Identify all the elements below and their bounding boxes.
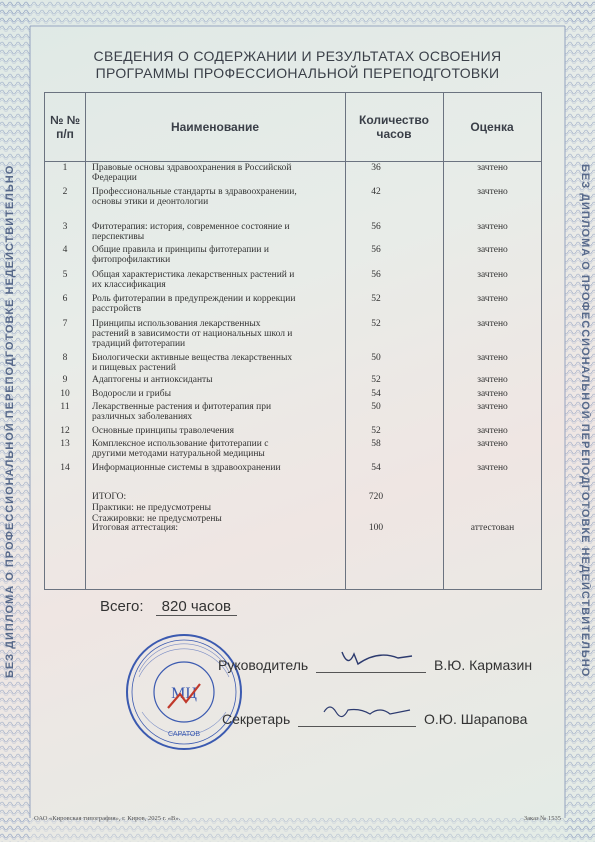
organization-seal — [124, 632, 244, 752]
row-number: 5 — [62, 270, 68, 280]
row-hours: 36 — [371, 163, 381, 173]
row-name: Водоросли и грибы — [92, 389, 171, 399]
header-name: Наименование — [85, 93, 345, 162]
row-grade: зачтено — [477, 375, 508, 385]
footer-order: Заказ № 1535 — [523, 815, 561, 822]
row-number: 4 — [62, 245, 68, 255]
title-line-2: ПРОГРАММЫ ПРОФЕССИОНАЛЬНОЙ ПЕРЕПОДГОТОВКИ — [95, 65, 500, 81]
row-name: Фитотерапия: история, современное состояние и перспективы — [92, 222, 290, 242]
row-name: Основные принципы траволечения — [92, 426, 234, 436]
row-name: Адаптогены и антиоксиданты — [92, 375, 213, 385]
header-num: № № п/п — [45, 93, 85, 162]
row-grade: зачтено — [477, 463, 508, 473]
total-value: 820 часов — [156, 598, 237, 616]
row-grade: зачтено — [477, 426, 508, 436]
header-grade: Оценка — [443, 93, 541, 162]
row-hours: 52 — [371, 294, 381, 304]
row-grade: зачтено — [477, 163, 508, 173]
document-title — [60, 48, 535, 82]
row-hours: 54 — [371, 463, 381, 473]
side-notice-right: БЕЗ ДИПЛОМА О ПРОФЕССИОНАЛЬНОЙ ПЕРЕПОДГОТОВКЕ НЕДЕЙСТВИТЕЛЬНО — [579, 164, 591, 678]
row-grade: зачтено — [477, 245, 508, 255]
row-grade: зачтено — [477, 353, 508, 363]
row-number: 14 — [60, 463, 70, 473]
row-name: Биологически активные вещества лекарственных и пищевых растений — [92, 353, 293, 373]
row-hours: 52 — [371, 319, 381, 329]
title-line-1: СВЕДЕНИЯ О СОДЕРЖАНИИ И РЕЗУЛЬТАТАХ ОСВОЕНИЯ — [93, 48, 502, 64]
row-grade: зачтено — [477, 222, 508, 232]
seal-bottom-text: САРАТОВ — [168, 731, 200, 738]
row-name: Роль фитотерапии в предупреждении и коррекции расстройств — [92, 294, 296, 314]
footer-printer: ОАО «Кировская типография», г. Киров, 2025 г. «В». — [34, 815, 181, 822]
head-name: В.Ю. Кармазин — [433, 657, 533, 673]
side-notice-left: БЕЗ ДИПЛОМА О ПРОФЕССИОНАЛЬНОЙ ПЕРЕПОДГОТОВКЕ НЕДЕЙСТВИТЕЛЬНО — [4, 164, 16, 678]
row-grade: зачтено — [477, 319, 508, 329]
row-hours: 42 — [371, 187, 381, 197]
row-number: 13 — [60, 439, 70, 449]
head-label: Руководитель — [218, 657, 309, 673]
row-number: 10 — [60, 389, 70, 399]
row-name: Принципы использования лекарственных растений в зависимости от национальных школ и традиций фитотерапии — [92, 319, 293, 349]
header-hours: Количество часов — [345, 93, 443, 162]
row-number: 8 — [62, 353, 68, 363]
row-number: 2 — [62, 187, 68, 197]
row-number: 3 — [62, 222, 68, 232]
row-hours: 50 — [371, 353, 381, 363]
row-hours: 56 — [371, 222, 381, 232]
row-hours: 50 — [371, 402, 381, 412]
row-name: Общие правила и принципы фитотерапии и фитопрофилактики — [92, 245, 269, 265]
row-name: Комплексное использование фитотерапии с другими методами натуральной медицины — [92, 439, 269, 459]
row-hours: 56 — [371, 245, 381, 255]
row-number: 9 — [62, 375, 68, 385]
row-hours: 54 — [371, 389, 381, 399]
row-grade: зачтено — [477, 270, 508, 280]
secretary-signature — [320, 698, 415, 726]
row-number: 6 — [62, 294, 68, 304]
row-name: Правовые основы здравоохранения в Российской Федерации — [92, 163, 292, 183]
row-grade: зачтено — [477, 294, 508, 304]
row-hours: 52 — [371, 375, 381, 385]
row-name: Общая характеристика лекарственных растений и их классификация — [92, 270, 295, 290]
row-number: 7 — [62, 319, 68, 329]
total-hours — [100, 598, 237, 616]
seal-center-text: МЦ — [171, 685, 197, 702]
row-number: 11 — [60, 402, 70, 412]
row-grade: зачтено — [477, 402, 508, 412]
row-name: Информационные системы в здравоохранении — [92, 463, 281, 473]
row-hours: 56 — [371, 270, 381, 280]
row-grade: зачтено — [477, 389, 508, 399]
row-name: Профессиональные стандарты в здравоохранении, основы этики и деонтологии — [92, 187, 297, 207]
row-grade: зачтено — [477, 439, 508, 449]
secretary-label: Секретарь — [222, 711, 291, 727]
row-number: 12 — [60, 426, 70, 436]
row-number: 1 — [62, 163, 68, 173]
courses-table: № № п/п Наименование Количество часов Оценка 1 Правовые основы здравоохранения в Российской Федерации 36 зачтено 2 Профессиональные стандарты в здравоохранении, основы этики и деонтологии 42 зачтено 3 Фитотерапия: история, современное состояние и перспективы 56 зачтено 4 Общие правила и принципы фитотерапии и фитопрофилактики 56 зачтено 5 Общая характеристика лекарственных растений и их классификация 56 зачтено 6 Роль фитотерапии в предупреждении и коррекции расстройств 52 зачтено 7 Принципы использования лекарственных растений в зависимости от национальных школ и традиций фитотерапии 52 зачтено 8 Биологически активные вещества лекарственных и пищевых растений 50 зачтено 9 Адаптогены и антиоксиданты 52 зачтено 10 Водоросли и грибы 54 зачтено 11 Лекарственные растения и фитотерапия при различных заболеваниях 50 зачтено 12 Основные принципы траволечения 52 зачтено 13 Комплексное использование фитотерапии с другими методами натуральной медицины 58 зачтено 14 Информационные системы в здравоохранении 54 зачтено ИТОГО: 720 Практики: не предусмотрены Стажировки: не предусмотрены Итоговая аттестация: 100 аттестован — [44, 92, 542, 590]
row-name: Лекарственные растения и фитотерапия при различных заболеваниях — [92, 402, 272, 422]
head-signature — [338, 644, 418, 672]
row-grade: зачтено — [477, 187, 508, 197]
row-hours: 58 — [371, 439, 381, 449]
secretary-name: О.Ю. Шарапова — [424, 711, 528, 727]
row-hours: 52 — [371, 426, 381, 436]
total-label: Всего: — [100, 598, 144, 615]
